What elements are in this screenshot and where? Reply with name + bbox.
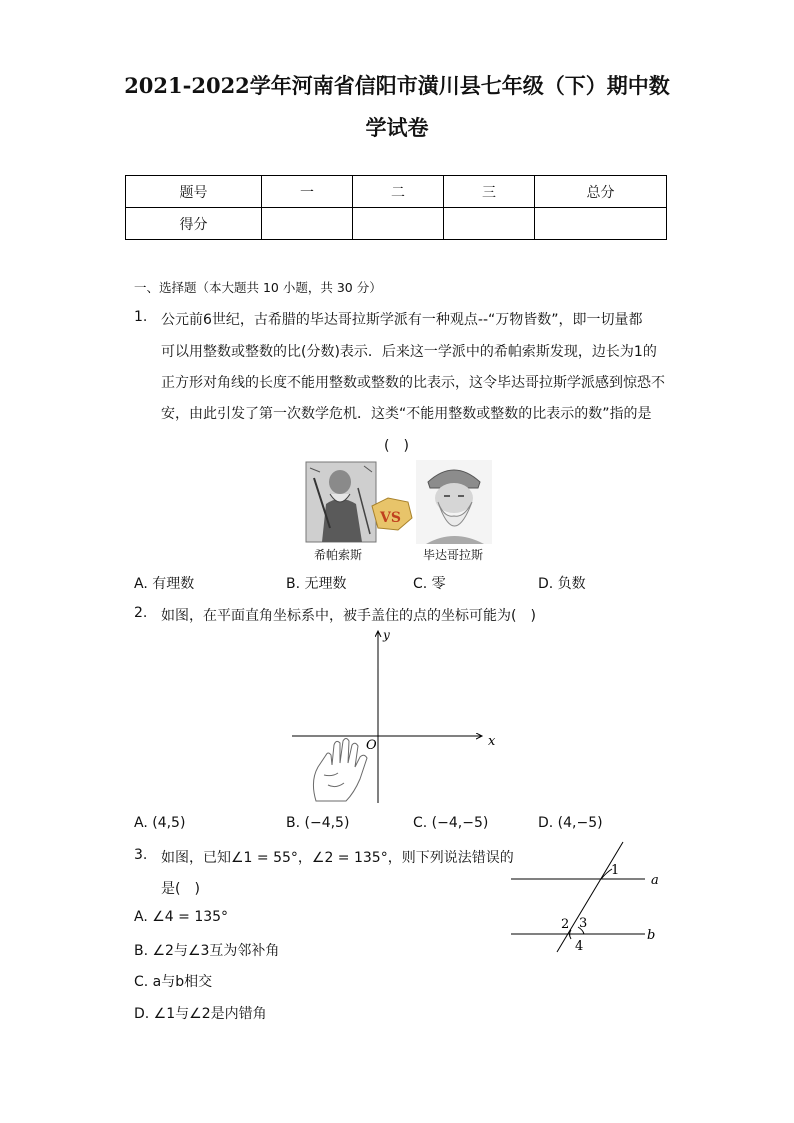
q3-number: 3.	[134, 847, 148, 863]
score-cell[interactable]	[262, 208, 353, 240]
q1-text-line: 公元前6世纪，古希腊的毕达哥拉斯学派有一种观点--“万物皆数”，即一切量都	[161, 312, 643, 328]
score-table-header: 二	[353, 176, 444, 208]
score-cell[interactable]	[353, 208, 444, 240]
q2-option-a[interactable]: A. (4,5)	[134, 815, 186, 831]
hippasus-portrait-icon	[306, 462, 376, 542]
y-axis-label: y	[383, 628, 390, 642]
q2-text: 如图，在平面直角坐标系中，被手盖住的点的坐标可能为( )	[161, 608, 536, 624]
q2-number: 2.	[134, 605, 148, 621]
score-table	[125, 175, 667, 240]
pythagoras-caption: 毕达哥拉斯	[423, 548, 484, 562]
transversal-line	[557, 842, 623, 952]
q1-option-c[interactable]: C. 零	[413, 576, 446, 592]
angle-label-2: 2	[561, 917, 570, 932]
q1-number: 1.	[134, 309, 148, 325]
q3-lines-figure	[505, 838, 675, 956]
q1-answer-bracket: ( )	[384, 438, 409, 454]
score-row-label: 得分	[126, 208, 262, 240]
score-table-header: 总分	[535, 176, 667, 208]
score-table-header: 一	[262, 176, 353, 208]
score-table-header: 三	[444, 176, 535, 208]
q2-option-d[interactable]: D. (4,−5)	[538, 815, 603, 831]
q3-option-c[interactable]: C. a与b相交	[134, 974, 213, 990]
x-axis-label: x	[488, 734, 496, 749]
page-title-line-2: 学试卷	[365, 115, 429, 140]
q3-option-a[interactable]: A. ∠4 = 135°	[134, 909, 229, 925]
q1-option-a[interactable]: A. 有理数	[134, 576, 195, 592]
q2-coordinate-figure	[288, 625, 503, 807]
score-cell[interactable]	[535, 208, 667, 240]
vs-badge-icon	[372, 498, 412, 530]
score-table-header: 题号	[126, 176, 262, 208]
q3-option-b[interactable]: B. ∠2与∠3互为邻补角	[134, 943, 280, 959]
q3-option-d[interactable]: D. ∠1与∠2是内错角	[134, 1006, 267, 1022]
angle-label-4: 4	[575, 939, 584, 954]
page-title-line-1: 2021-2022学年河南省信阳市潢川县七年级（下）期中数	[124, 73, 670, 98]
q1-text-line: 安，由此引发了第一次数学危机．这类“不能用整数或整数的比表示的数”指的是	[161, 406, 652, 422]
score-table-score-row	[126, 208, 667, 240]
angle-label-3: 3	[579, 916, 588, 931]
q1-option-b[interactable]: B. 无理数	[286, 576, 347, 592]
score-table-header-row	[126, 176, 667, 208]
hippasus-caption: 希帕索斯	[314, 548, 363, 562]
q2-option-c[interactable]: C. (−4,−5)	[413, 815, 489, 831]
hand-icon	[313, 739, 367, 802]
q1-option-d[interactable]: D. 负数	[538, 576, 586, 592]
vs-label: VS	[380, 510, 401, 526]
line-a-label: a	[651, 873, 659, 888]
line-b-label: b	[647, 928, 656, 943]
score-cell[interactable]	[444, 208, 535, 240]
pythagoras-portrait-icon	[416, 460, 492, 544]
q1-text-line: 正方形对角线的长度不能用整数或整数的比表示，这令毕达哥拉斯学派感到惊恐不	[161, 375, 665, 391]
section-heading: 一、选择题（本大题共 10 小题，共 30 分）	[134, 280, 382, 295]
q3-text-line: 是( )	[161, 881, 200, 897]
q2-option-b[interactable]: B. (−4,5)	[286, 815, 350, 831]
q3-text-line: 如图，已知∠1 = 55°，∠2 = 135°，则下列说法错误的	[161, 850, 514, 866]
q1-text-line: 可以用整数或整数的比(分数)表示．后来这一学派中的希帕索斯发现，边长为1的	[161, 344, 657, 360]
angle-label-1: 1	[611, 863, 620, 878]
origin-label: O	[366, 738, 377, 753]
